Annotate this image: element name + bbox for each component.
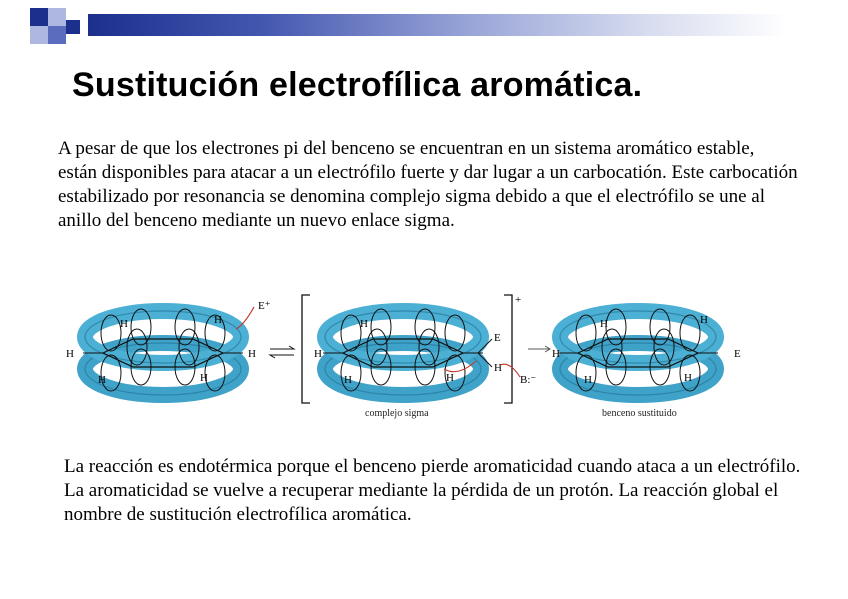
label-base: B:⁻ (520, 374, 537, 386)
label-h: H (700, 314, 708, 326)
header-square-mid (48, 26, 66, 44)
forward-arrow (528, 346, 550, 352)
label-h: H (120, 318, 128, 330)
bracket-left (302, 295, 310, 403)
header-gradient-bar (88, 14, 788, 36)
reaction-diagram (58, 285, 758, 425)
charge-plus: + (515, 294, 522, 306)
slide-title: Sustitución electrofílica aromática. (72, 66, 643, 104)
header-square-light (30, 26, 48, 44)
deprotonation-arrow (500, 364, 520, 377)
intro-paragraph: A pesar de que los electrones pi del benceno se encuentran en un sistema aromático estable, están disponibles para atacar a un electrófilo fuerte y dar lugar a un carbocatión. Este carbocatión estabilizado por resonancia se denomina complejo sigma debido a que el electrófilo se une al anillo del benceno mediante un nuevo enlace sigma. (58, 138, 798, 231)
label-h: H (584, 374, 592, 386)
equilibrium-arrows (270, 346, 294, 358)
label-e: E (734, 348, 741, 360)
caption-substituted-benzene: benceno sustituido (602, 408, 677, 419)
label-e: E (494, 332, 501, 344)
header-square-small (66, 20, 80, 34)
label-h: H (360, 318, 368, 330)
label-h: H (248, 348, 256, 360)
label-h: H (446, 372, 454, 384)
label-h: H (552, 348, 560, 360)
label-h: H (344, 374, 352, 386)
caption-sigma-complex: complejo sigma (365, 408, 429, 419)
label-h: H (98, 374, 106, 386)
label-h: H (314, 348, 322, 360)
label-h: H (600, 318, 608, 330)
header-square-dark (30, 8, 48, 26)
substituted-benzene (558, 309, 718, 395)
label-electrophile: E⁺ (258, 300, 271, 312)
header-square-light (48, 8, 66, 26)
label-h: H (200, 372, 208, 384)
label-h: H (684, 372, 692, 384)
label-h: H (494, 362, 502, 374)
label-h: H (214, 314, 222, 326)
bracket-right (504, 295, 512, 403)
label-h: H (66, 348, 74, 360)
conclusion-paragraph: La reacción es endotérmica porque el benceno pierde aromaticidad cuando ataca a un electrófilo. La aromaticidad se vuelve a recuperar mediante la pérdida de un protón. La reacción global el nombre de sustitución electrofílica aromática. (64, 456, 801, 525)
